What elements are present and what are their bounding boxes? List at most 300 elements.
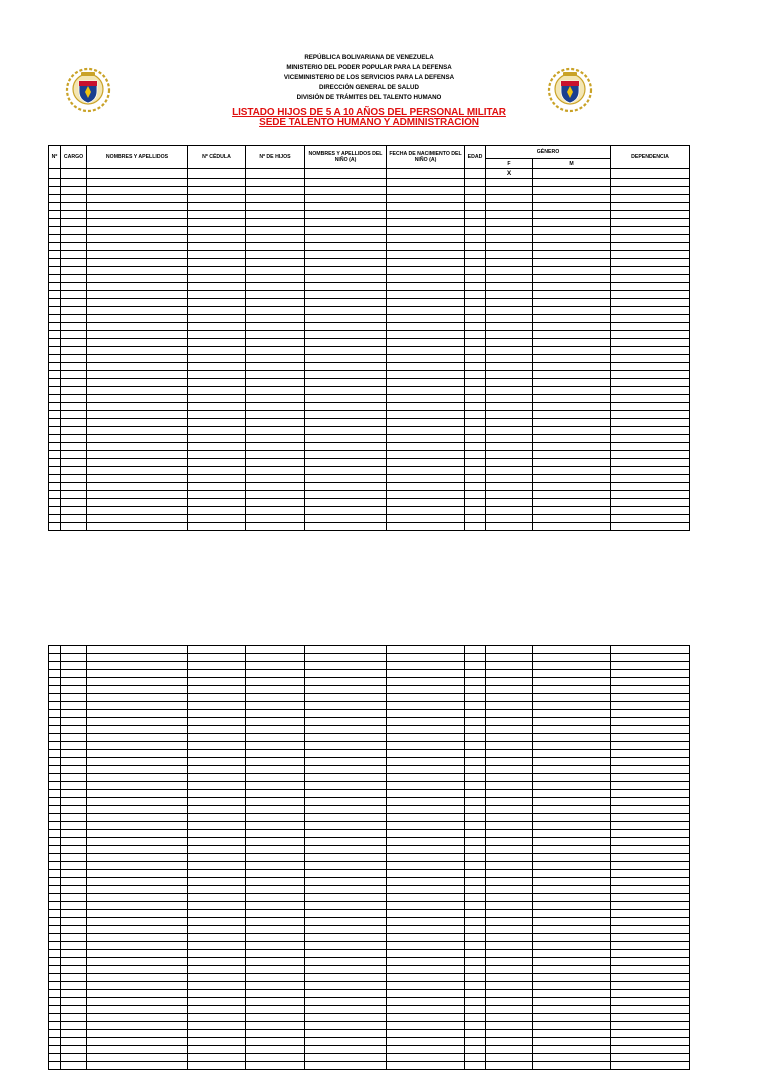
table-cell[interactable] <box>49 283 61 291</box>
table-cell[interactable] <box>533 323 611 331</box>
table-cell[interactable] <box>387 798 465 806</box>
table-cell[interactable] <box>533 283 611 291</box>
table-cell[interactable] <box>486 427 533 435</box>
table-cell[interactable] <box>533 806 611 814</box>
table-cell[interactable] <box>611 403 690 411</box>
table-cell[interactable] <box>486 395 533 403</box>
table-cell[interactable] <box>533 187 611 195</box>
table-cell[interactable] <box>486 411 533 419</box>
table-cell[interactable] <box>387 862 465 870</box>
table-cell[interactable] <box>387 1014 465 1022</box>
table-cell[interactable] <box>465 507 486 515</box>
table-cell[interactable] <box>188 347 246 355</box>
table-cell[interactable] <box>465 387 486 395</box>
table-cell[interactable] <box>87 1062 188 1070</box>
table-cell[interactable] <box>305 990 387 998</box>
table-cell[interactable] <box>49 483 61 491</box>
table-cell[interactable] <box>486 259 533 267</box>
table-cell[interactable] <box>61 926 87 934</box>
table-cell[interactable] <box>49 894 61 902</box>
table-cell[interactable] <box>246 678 305 686</box>
table-cell[interactable] <box>611 251 690 259</box>
table-cell[interactable] <box>87 734 188 742</box>
table-cell[interactable] <box>387 702 465 710</box>
table-cell[interactable] <box>49 646 61 654</box>
table-cell[interactable] <box>61 259 87 267</box>
table-cell[interactable] <box>49 678 61 686</box>
table-cell[interactable] <box>246 934 305 942</box>
table-cell[interactable] <box>465 1038 486 1046</box>
table-cell[interactable] <box>87 323 188 331</box>
table-cell[interactable] <box>188 686 246 694</box>
table-cell[interactable] <box>61 371 87 379</box>
table-cell[interactable] <box>87 926 188 934</box>
table-cell[interactable] <box>533 1046 611 1054</box>
table-cell[interactable] <box>87 726 188 734</box>
table-cell[interactable] <box>533 179 611 187</box>
table-cell[interactable] <box>387 323 465 331</box>
table-cell[interactable] <box>387 411 465 419</box>
table-cell[interactable] <box>486 347 533 355</box>
table-cell[interactable] <box>486 918 533 926</box>
table-cell[interactable] <box>611 854 690 862</box>
table-cell[interactable] <box>188 1022 246 1030</box>
table-cell[interactable] <box>246 203 305 211</box>
table-cell[interactable] <box>305 998 387 1006</box>
table-cell[interactable] <box>465 323 486 331</box>
table-cell[interactable] <box>533 387 611 395</box>
table-cell[interactable] <box>188 838 246 846</box>
table-cell[interactable] <box>486 910 533 918</box>
table-cell[interactable] <box>188 742 246 750</box>
table-cell[interactable] <box>387 491 465 499</box>
table-cell[interactable] <box>246 846 305 854</box>
table-cell[interactable] <box>188 339 246 347</box>
table-cell[interactable] <box>49 507 61 515</box>
table-cell[interactable] <box>49 235 61 243</box>
table-cell[interactable] <box>387 894 465 902</box>
table-cell[interactable] <box>305 926 387 934</box>
table-cell[interactable] <box>305 387 387 395</box>
table-cell[interactable] <box>486 758 533 766</box>
table-cell[interactable] <box>611 822 690 830</box>
table-cell[interactable] <box>611 678 690 686</box>
table-cell[interactable] <box>49 403 61 411</box>
table-cell[interactable] <box>87 854 188 862</box>
table-cell[interactable] <box>61 870 87 878</box>
table-cell[interactable] <box>305 211 387 219</box>
table-cell[interactable] <box>49 758 61 766</box>
table-cell[interactable] <box>87 443 188 451</box>
table-cell[interactable] <box>533 347 611 355</box>
table-cell[interactable] <box>387 806 465 814</box>
table-cell[interactable] <box>486 830 533 838</box>
table-cell[interactable] <box>533 1014 611 1022</box>
table-cell[interactable] <box>246 211 305 219</box>
table-cell[interactable] <box>465 862 486 870</box>
table-cell[interactable] <box>533 878 611 886</box>
table-cell[interactable] <box>486 838 533 846</box>
table-cell[interactable] <box>188 758 246 766</box>
table-cell[interactable] <box>61 862 87 870</box>
table-cell[interactable] <box>533 726 611 734</box>
table-cell[interactable] <box>533 299 611 307</box>
table-cell[interactable] <box>305 678 387 686</box>
table-cell[interactable] <box>61 902 87 910</box>
table-cell[interactable] <box>305 419 387 427</box>
table-cell[interactable] <box>387 1022 465 1030</box>
table-cell[interactable] <box>305 958 387 966</box>
table-cell[interactable] <box>61 878 87 886</box>
table-cell[interactable] <box>188 395 246 403</box>
table-cell[interactable] <box>246 958 305 966</box>
table-cell[interactable] <box>188 307 246 315</box>
table-cell[interactable] <box>188 902 246 910</box>
table-cell[interactable] <box>246 467 305 475</box>
table-cell[interactable] <box>61 339 87 347</box>
table-cell[interactable] <box>49 419 61 427</box>
table-cell[interactable] <box>387 654 465 662</box>
table-cell[interactable] <box>87 243 188 251</box>
table-cell[interactable] <box>611 910 690 918</box>
table-cell[interactable] <box>87 942 188 950</box>
table-cell[interactable] <box>611 243 690 251</box>
table-cell[interactable] <box>49 515 61 523</box>
table-cell[interactable] <box>533 339 611 347</box>
table-cell[interactable] <box>305 902 387 910</box>
table-cell[interactable] <box>49 830 61 838</box>
table-cell[interactable] <box>49 662 61 670</box>
table-cell[interactable] <box>486 1022 533 1030</box>
table-cell[interactable] <box>486 822 533 830</box>
table-cell[interactable] <box>188 315 246 323</box>
table-cell[interactable] <box>533 451 611 459</box>
table-cell[interactable] <box>305 910 387 918</box>
table-cell[interactable] <box>387 443 465 451</box>
table-cell[interactable] <box>188 974 246 982</box>
table-cell[interactable] <box>246 419 305 427</box>
table-cell[interactable] <box>87 846 188 854</box>
table-cell[interactable] <box>305 1014 387 1022</box>
table-cell[interactable] <box>246 702 305 710</box>
table-cell[interactable] <box>61 950 87 958</box>
table-cell[interactable] <box>87 355 188 363</box>
table-cell[interactable] <box>387 235 465 243</box>
table-cell[interactable] <box>611 259 690 267</box>
table-cell[interactable] <box>305 347 387 355</box>
table-cell[interactable] <box>305 435 387 443</box>
table-cell[interactable] <box>611 435 690 443</box>
table-cell[interactable] <box>49 219 61 227</box>
table-cell[interactable] <box>49 179 61 187</box>
table-cell[interactable] <box>533 918 611 926</box>
table-cell[interactable] <box>188 766 246 774</box>
table-cell[interactable] <box>533 790 611 798</box>
table-cell[interactable] <box>188 910 246 918</box>
table-cell[interactable] <box>61 475 87 483</box>
table-cell[interactable] <box>49 363 61 371</box>
table-cell[interactable] <box>87 718 188 726</box>
table-cell[interactable] <box>611 515 690 523</box>
table-cell[interactable] <box>387 331 465 339</box>
table-cell[interactable] <box>246 363 305 371</box>
table-cell[interactable] <box>246 1022 305 1030</box>
table-cell[interactable] <box>533 958 611 966</box>
table-cell[interactable] <box>61 710 87 718</box>
table-cell[interactable] <box>61 411 87 419</box>
table-cell[interactable] <box>465 982 486 990</box>
table-cell[interactable] <box>533 686 611 694</box>
table-cell[interactable] <box>188 387 246 395</box>
table-cell[interactable] <box>188 459 246 467</box>
table-cell[interactable] <box>533 886 611 894</box>
table-cell[interactable] <box>246 662 305 670</box>
table-cell[interactable] <box>87 195 188 203</box>
table-cell[interactable] <box>61 363 87 371</box>
table-cell[interactable] <box>61 211 87 219</box>
table-cell[interactable] <box>533 838 611 846</box>
table-cell[interactable] <box>465 435 486 443</box>
table-cell[interactable] <box>49 710 61 718</box>
table-cell[interactable] <box>465 499 486 507</box>
table-cell[interactable] <box>246 523 305 531</box>
table-cell[interactable] <box>387 998 465 1006</box>
table-cell[interactable] <box>305 830 387 838</box>
table-cell[interactable] <box>533 830 611 838</box>
table-cell[interactable] <box>533 211 611 219</box>
table-cell[interactable] <box>486 1046 533 1054</box>
table-cell[interactable] <box>188 211 246 219</box>
table-cell[interactable] <box>61 347 87 355</box>
table-cell[interactable] <box>49 195 61 203</box>
table-cell[interactable] <box>49 203 61 211</box>
table-cell[interactable] <box>465 710 486 718</box>
table-cell[interactable] <box>49 315 61 323</box>
table-cell[interactable] <box>87 467 188 475</box>
table-cell[interactable] <box>533 678 611 686</box>
table-cell[interactable] <box>61 179 87 187</box>
table-cell[interactable] <box>246 814 305 822</box>
table-cell[interactable] <box>387 291 465 299</box>
table-cell[interactable] <box>188 243 246 251</box>
table-cell[interactable] <box>387 227 465 235</box>
table-cell[interactable] <box>246 966 305 974</box>
table-cell[interactable] <box>387 790 465 798</box>
table-cell[interactable] <box>87 315 188 323</box>
table-cell[interactable] <box>188 187 246 195</box>
table-cell[interactable] <box>49 926 61 934</box>
table-cell[interactable] <box>305 507 387 515</box>
table-cell[interactable] <box>188 798 246 806</box>
table-cell[interactable] <box>49 1014 61 1022</box>
table-cell[interactable] <box>188 363 246 371</box>
table-cell[interactable] <box>387 187 465 195</box>
table-cell[interactable] <box>305 758 387 766</box>
table-cell[interactable] <box>533 862 611 870</box>
table-cell[interactable] <box>246 403 305 411</box>
table-cell[interactable] <box>465 515 486 523</box>
table-cell[interactable] <box>61 774 87 782</box>
table-cell[interactable] <box>305 742 387 750</box>
table-cell[interactable] <box>465 718 486 726</box>
table-cell[interactable] <box>61 451 87 459</box>
table-cell[interactable] <box>246 1038 305 1046</box>
table-cell[interactable] <box>305 195 387 203</box>
table-cell[interactable] <box>188 726 246 734</box>
table-cell[interactable] <box>465 275 486 283</box>
table-cell[interactable] <box>305 355 387 363</box>
table-cell[interactable] <box>49 499 61 507</box>
table-cell[interactable] <box>465 451 486 459</box>
table-cell[interactable] <box>49 387 61 395</box>
table-cell[interactable] <box>61 830 87 838</box>
table-cell[interactable] <box>387 694 465 702</box>
table-cell[interactable] <box>246 451 305 459</box>
table-cell[interactable] <box>611 203 690 211</box>
table-cell[interactable] <box>486 646 533 654</box>
table-cell[interactable] <box>61 966 87 974</box>
table-cell[interactable] <box>533 435 611 443</box>
table-cell[interactable] <box>486 219 533 227</box>
table-cell[interactable] <box>611 291 690 299</box>
table-cell[interactable] <box>246 283 305 291</box>
table-cell[interactable] <box>188 427 246 435</box>
table-cell[interactable] <box>533 467 611 475</box>
table-cell[interactable] <box>188 702 246 710</box>
table-cell[interactable] <box>533 942 611 950</box>
table-cell[interactable] <box>188 894 246 902</box>
table-cell[interactable] <box>533 1006 611 1014</box>
table-cell[interactable] <box>387 990 465 998</box>
table-cell[interactable] <box>533 1038 611 1046</box>
table-cell[interactable] <box>486 283 533 291</box>
table-cell[interactable] <box>188 1014 246 1022</box>
table-cell[interactable] <box>61 766 87 774</box>
table-cell[interactable] <box>188 331 246 339</box>
table-cell[interactable] <box>61 670 87 678</box>
table-cell[interactable] <box>49 950 61 958</box>
table-cell[interactable] <box>246 950 305 958</box>
table-cell[interactable] <box>305 686 387 694</box>
table-cell[interactable] <box>486 371 533 379</box>
table-cell[interactable] <box>188 467 246 475</box>
table-cell[interactable] <box>188 371 246 379</box>
table-cell[interactable] <box>49 846 61 854</box>
table-cell[interactable] <box>87 411 188 419</box>
table-cell[interactable] <box>87 499 188 507</box>
table-cell[interactable] <box>61 654 87 662</box>
table-cell[interactable] <box>188 662 246 670</box>
table-cell[interactable] <box>611 742 690 750</box>
table-cell[interactable] <box>387 483 465 491</box>
table-cell[interactable] <box>387 814 465 822</box>
table-cell[interactable] <box>465 958 486 966</box>
table-cell[interactable] <box>87 299 188 307</box>
table-cell[interactable] <box>611 411 690 419</box>
table-cell[interactable] <box>611 998 690 1006</box>
table-cell[interactable] <box>305 491 387 499</box>
table-cell[interactable] <box>465 686 486 694</box>
table-cell[interactable] <box>188 654 246 662</box>
table-cell[interactable] <box>611 686 690 694</box>
table-cell[interactable] <box>486 403 533 411</box>
table-cell[interactable] <box>49 1046 61 1054</box>
table-cell[interactable] <box>486 475 533 483</box>
table-cell[interactable] <box>486 435 533 443</box>
table-cell[interactable] <box>387 203 465 211</box>
table-cell[interactable] <box>305 1062 387 1070</box>
table-cell[interactable] <box>61 187 87 195</box>
table-cell[interactable] <box>305 654 387 662</box>
table-cell[interactable] <box>465 299 486 307</box>
table-cell[interactable] <box>533 662 611 670</box>
table-cell[interactable] <box>305 838 387 846</box>
table-cell[interactable] <box>611 169 690 179</box>
table-cell[interactable] <box>387 726 465 734</box>
table-cell[interactable] <box>611 814 690 822</box>
table-cell[interactable] <box>188 379 246 387</box>
table-cell[interactable] <box>486 950 533 958</box>
table-cell[interactable] <box>246 371 305 379</box>
table-cell[interactable] <box>533 718 611 726</box>
table-cell[interactable] <box>611 323 690 331</box>
table-cell[interactable] <box>49 798 61 806</box>
table-cell[interactable] <box>611 830 690 838</box>
table-cell[interactable] <box>305 203 387 211</box>
table-cell[interactable] <box>188 323 246 331</box>
table-cell[interactable] <box>533 507 611 515</box>
table-cell[interactable] <box>49 990 61 998</box>
table-cell[interactable] <box>87 974 188 982</box>
table-cell[interactable] <box>305 1054 387 1062</box>
table-cell[interactable] <box>486 363 533 371</box>
table-cell[interactable] <box>188 443 246 451</box>
table-cell[interactable] <box>49 742 61 750</box>
table-cell[interactable] <box>61 814 87 822</box>
table-cell[interactable] <box>61 459 87 467</box>
table-cell[interactable] <box>305 403 387 411</box>
table-cell[interactable] <box>246 1062 305 1070</box>
table-cell[interactable] <box>188 822 246 830</box>
table-cell[interactable] <box>61 934 87 942</box>
table-cell[interactable] <box>486 942 533 950</box>
table-cell[interactable] <box>611 283 690 291</box>
table-cell[interactable] <box>611 790 690 798</box>
table-cell[interactable] <box>49 355 61 363</box>
table-cell[interactable] <box>87 742 188 750</box>
table-cell[interactable] <box>49 243 61 251</box>
table-cell[interactable] <box>611 1030 690 1038</box>
table-cell[interactable] <box>611 966 690 974</box>
table-cell[interactable] <box>533 523 611 531</box>
table-cell[interactable] <box>611 734 690 742</box>
table-cell[interactable] <box>486 902 533 910</box>
table-cell[interactable] <box>387 243 465 251</box>
table-cell[interactable] <box>188 203 246 211</box>
table-cell[interactable] <box>387 251 465 259</box>
table-cell[interactable] <box>465 782 486 790</box>
table-cell[interactable] <box>188 251 246 259</box>
table-cell[interactable] <box>465 822 486 830</box>
table-cell[interactable] <box>61 403 87 411</box>
table-cell[interactable] <box>246 838 305 846</box>
table-cell[interactable] <box>305 443 387 451</box>
table-cell[interactable] <box>387 886 465 894</box>
table-cell[interactable] <box>188 1062 246 1070</box>
table-cell[interactable] <box>387 902 465 910</box>
table-cell[interactable] <box>305 371 387 379</box>
table-cell[interactable] <box>61 355 87 363</box>
